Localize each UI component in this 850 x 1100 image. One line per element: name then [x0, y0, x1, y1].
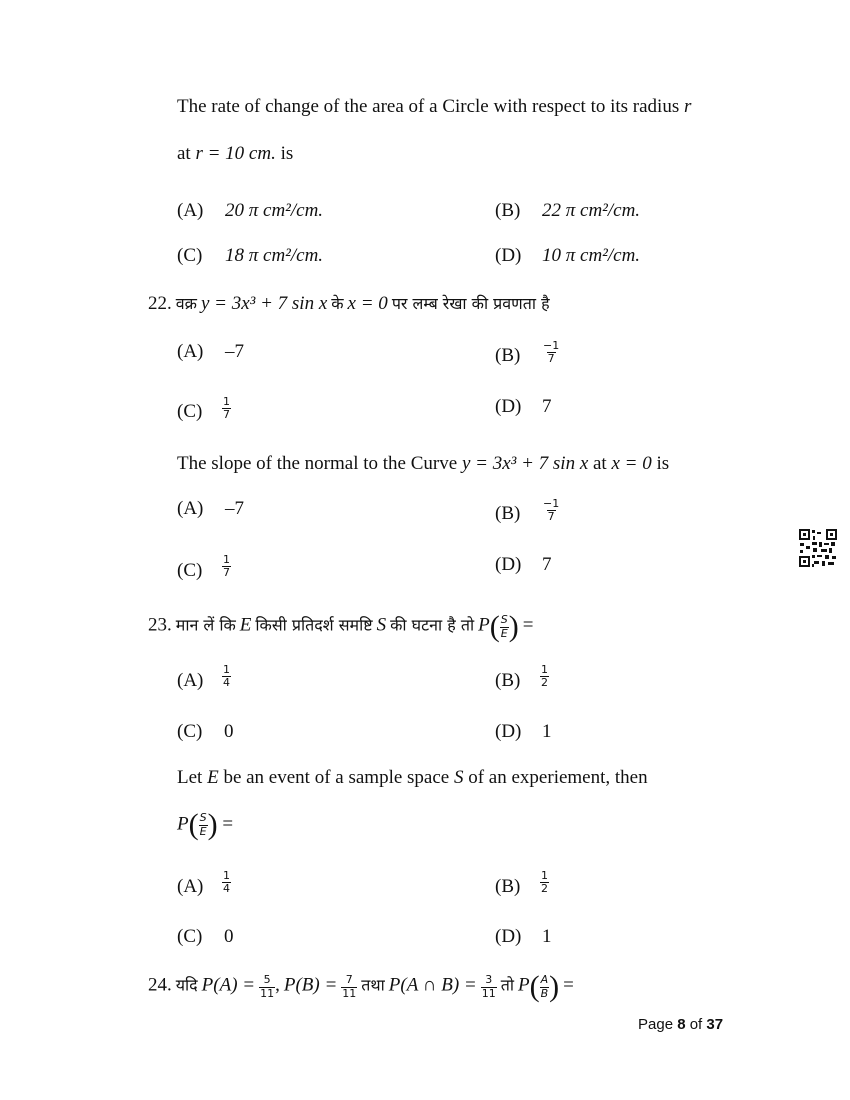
q21-en-line2: at r = 10 cm. is — [177, 143, 294, 164]
q23-en-opt-d-value: 1 — [542, 926, 552, 947]
q23-hi-opt-b-label[interactable]: (B) — [495, 670, 521, 691]
q21-opt-b-value: 22 π cm²/cm. — [542, 200, 641, 221]
q21-opt-a-value: 20 π cm²/cm. — [225, 200, 324, 221]
page-number: Page 8 of 37 — [638, 1016, 724, 1033]
q21-opt-d-value: 10 π cm²/cm. — [542, 245, 641, 266]
q21-opt-d-label[interactable]: (D) — [495, 245, 522, 266]
q24-number: 24. — [148, 974, 172, 996]
q22-hi-opt-c-value: $\frac{1}{7}$ — [223, 395, 230, 422]
q22-en-opt-d-value: 7 — [542, 554, 552, 575]
q22-hi-opt-b-value: $\frac{-1}{7}$ — [543, 339, 560, 366]
q22-hi-opt-a-value: –7 — [225, 341, 244, 362]
q23-hi-opt-b-value: $\frac{1}{2}$ — [541, 663, 548, 690]
q22-en-question: The slope of the normal to the Curve y = 3x³ + 7 sin x at x = 0 is — [177, 453, 670, 474]
q22-en-opt-a-value: –7 — [225, 498, 244, 519]
q22-number: 22. — [148, 293, 172, 314]
q21-opt-c-label[interactable]: (C) — [177, 245, 203, 266]
q21-en-line1: The rate of change of the area of a Circle with respect to its radius r — [177, 96, 692, 117]
q23-en-opt-b-value: $\frac{1}{2}$ — [541, 869, 548, 896]
q23-en-opt-c-label[interactable]: (C) — [177, 926, 203, 947]
q23-en-expression: P( $\frac{S}{E}$ ) = — [177, 808, 234, 841]
q22-en-opt-a-label[interactable]: (A) — [177, 498, 204, 519]
q22-hi-opt-b-label[interactable]: (B) — [495, 345, 521, 366]
q23-hi-opt-d-value: 1 — [542, 721, 552, 742]
q23-en-opt-a-value: $\frac{1}{4}$ — [223, 869, 230, 896]
q21-opt-b-label[interactable]: (B) — [495, 200, 521, 221]
q23-hindi-question: 23. मान लें कि E किसी प्रतिदर्श समष्टि S की घटना है तो P( $\frac{S}{E}$ ) = — [148, 610, 534, 643]
q23-en-question: Let E be an event of a sample space S of an experiement, then — [177, 767, 648, 788]
q22-en-opt-c-value: $\frac{1}{7}$ — [223, 553, 230, 580]
q23-en-opt-b-label[interactable]: (B) — [495, 876, 521, 897]
q22-hi-opt-d-value: 7 — [542, 396, 552, 417]
q22-en-opt-b-value: $\frac{-1}{7}$ — [543, 497, 560, 524]
q23-hi-opt-a-label[interactable]: (A) — [177, 670, 204, 691]
q23-hi-opt-c-label[interactable]: (C) — [177, 721, 203, 742]
q23-hi-opt-d-label[interactable]: (D) — [495, 721, 522, 742]
q23-hi-opt-a-value: $\frac{1}{4}$ — [223, 663, 230, 690]
q23-number: 23. — [148, 614, 172, 636]
q22-hi-opt-a-label[interactable]: (A) — [177, 341, 204, 362]
q22-hi-opt-c-label[interactable]: (C) — [177, 401, 203, 422]
qr-code-icon — [798, 528, 838, 568]
q24-hindi-question: 24. यदि P(A) = $\frac{5}{11}$ , P(B) = $\frac{7}{11}$ तथा P(A ∩ B) = $\frac{3}{11}$ तो P( $\frac{A}{B}$ ) = — [148, 970, 574, 1003]
q21-opt-a-label[interactable]: (A) — [177, 200, 204, 221]
q23-en-opt-c-value: 0 — [224, 926, 234, 947]
q22-hi-opt-d-label[interactable]: (D) — [495, 396, 522, 417]
q21-opt-c-value: 18 π cm²/cm. — [225, 245, 324, 266]
q23-en-opt-a-label[interactable]: (A) — [177, 876, 204, 897]
q22-hindi-question: 22. वक्र y = 3x³ + 7 sin x के x = 0 पर लम्ब रेखा की प्रवणता है — [148, 293, 550, 314]
q22-en-opt-b-label[interactable]: (B) — [495, 503, 521, 524]
q23-en-opt-d-label[interactable]: (D) — [495, 926, 522, 947]
q23-hi-opt-c-value: 0 — [224, 721, 234, 742]
q22-en-opt-c-label[interactable]: (C) — [177, 560, 203, 581]
q22-en-opt-d-label[interactable]: (D) — [495, 554, 522, 575]
